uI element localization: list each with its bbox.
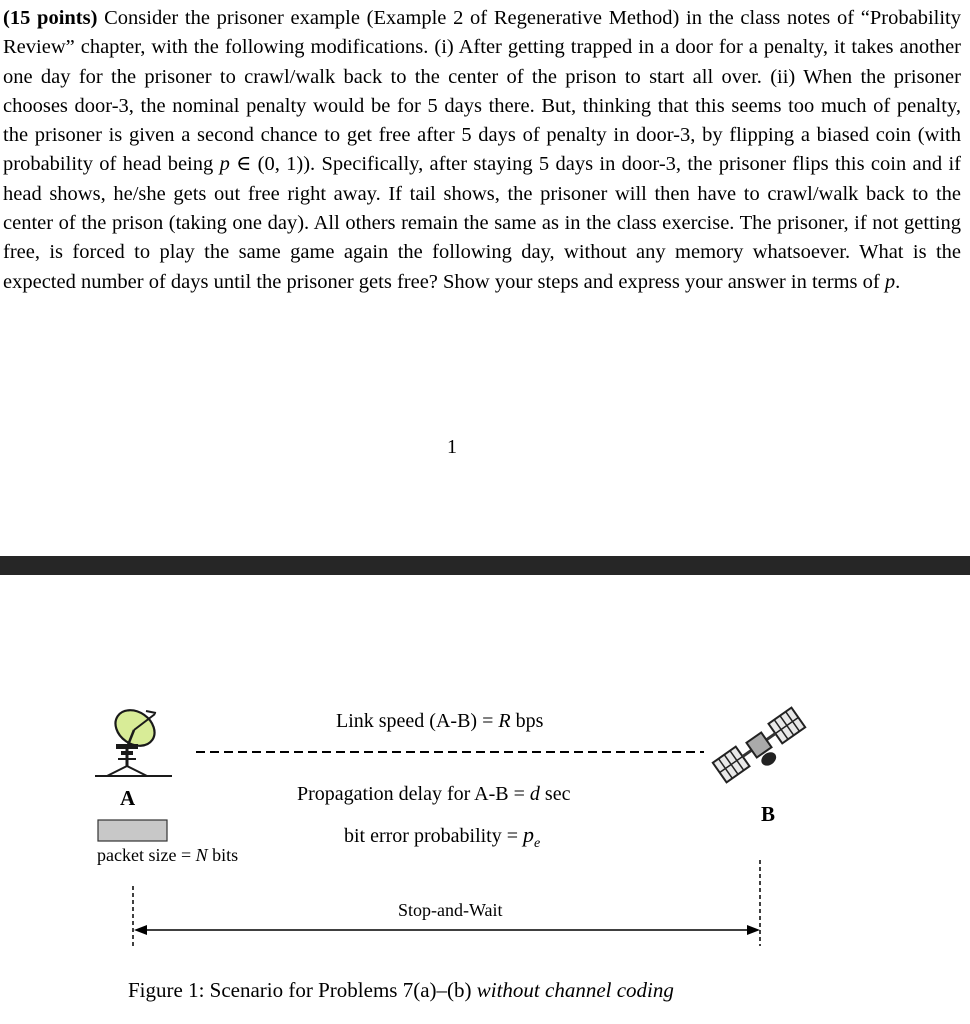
ber-var: p — [523, 822, 535, 847]
arrow-head-right — [747, 925, 760, 935]
prop-delay-suffix: sec — [539, 783, 571, 805]
packet-box — [98, 820, 167, 841]
packet-prefix: packet size = — [97, 845, 196, 865]
node-b-label: B — [761, 802, 776, 826]
node-a-label: A — [120, 786, 136, 810]
page-number: 1 — [447, 436, 457, 458]
page-divider — [0, 556, 970, 575]
packet-var: N — [195, 845, 208, 865]
link-speed-label — [336, 710, 543, 733]
link-speed-var: R — [498, 710, 511, 732]
ber-prefix: bit error probability = — [344, 825, 524, 847]
packet-suffix: bits — [207, 845, 239, 865]
network-figure — [0, 576, 970, 1024]
ber-sub: e — [534, 836, 541, 851]
p-symbol: p — [219, 153, 230, 176]
p-symbol-end: p — [884, 270, 896, 293]
packet-size-label — [97, 845, 238, 866]
problem-text-1: Consider the prisoner example (Example 2 of Regenerative Method) in the class notes of “Probability Review” chapter, with the following modifications. (i) After getting trapped in a door for a penalty, it takes another one day for the prisoner to crawl/walk back to the center of the prison to start all over. (ii) When the prisoner chooses door-3, the nominal penalty would be for 5 days there. But, thinking that this seems too much of penalty, the prisoner is given a second chance to get free after 5 days of penalty in door-3, by flipping a biased coin (with probability of head being — [3, 7, 961, 176]
propagation-delay-label — [297, 783, 570, 806]
caption-italic: without channel coding — [476, 978, 674, 1002]
link-speed-prefix: Link speed (A-B) = — [336, 710, 499, 732]
satellite-icon — [713, 708, 812, 792]
problem-statement — [3, 4, 961, 297]
arrow-head-left — [134, 925, 147, 935]
link-speed-suffix: bps — [510, 710, 544, 732]
points-label: (15 points) — [3, 7, 98, 29]
problem-text-end: . — [895, 270, 901, 293]
satellite-dish-icon — [95, 703, 172, 776]
prop-delay-var: d — [529, 783, 540, 805]
bit-error-label — [344, 822, 540, 852]
caption-text: Figure 1: Scenario for Problems 7(a)–(b) — [128, 978, 477, 1002]
figure-caption — [128, 978, 674, 1003]
problem-text-2: ∈ (0, 1)). Specifically, after staying 5 days in door-3, the prisoner flips this coin and if head shows, he/she gets out free right away. If tail shows, the prisoner will then have to crawl/walk back to the center of the prison (taking one day). All others remain the same as in the class exercise. The prisoner, if not getting free, is forced to play the same game again the following day, without any memory whatsoever. What is the expected number of days until the prisoner gets free? Show your steps and express your answer in terms of — [3, 153, 961, 293]
protocol-label: Stop-and-Wait — [398, 900, 503, 920]
prop-delay-prefix: Propagation delay for A-B = — [297, 783, 530, 805]
